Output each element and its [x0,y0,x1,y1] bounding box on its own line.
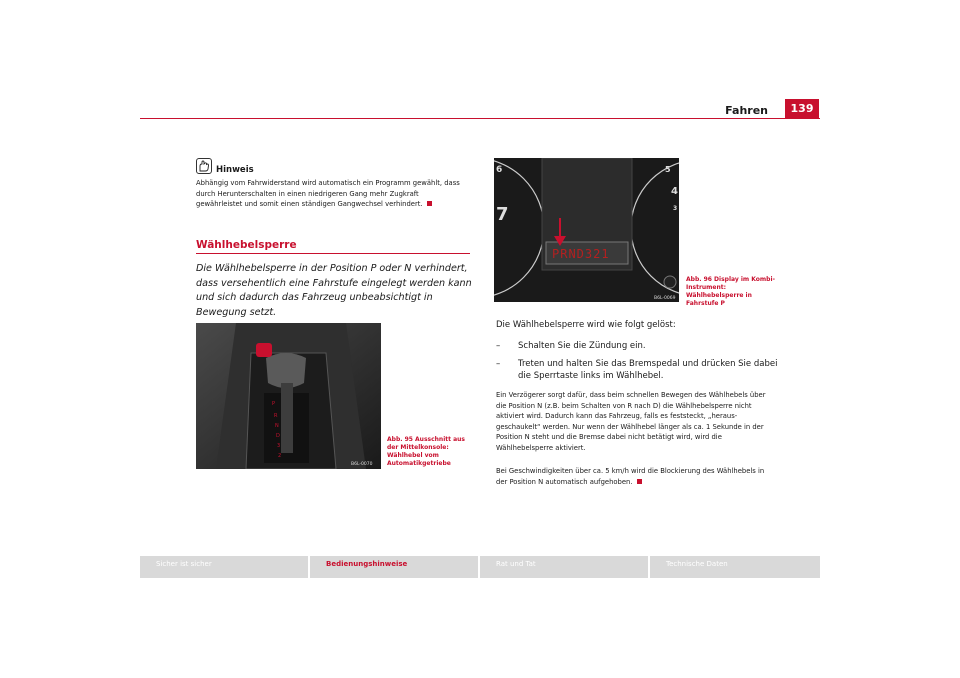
figure-code: B6L-0070 [351,462,373,467]
section-rule [196,253,470,254]
note-text: Abhängig vom Fahrwiderstand wird automatisch ein Programm gewählt, dass durch Herunterschalten in einen niedrigeren Gang mehr Zugkraft gewährleistet und somit einen ständigen Gangwechsel verhindert. [196,179,460,208]
end-marker [427,201,432,206]
end-marker [637,479,642,484]
figure-instrument-display [494,158,679,302]
gear-label-n: N [275,423,279,429]
header-rule [140,118,820,119]
step-text: Treten und halten Sie das Bremspedal und drücken Sie dabei die Sperrtaste links im Wählhebel. [518,359,778,381]
paragraph-speed: Bei Geschwindigkeiten über ca. 5 km/h wird die Blockierung des Wählhebels in der Position N automatisch aufgehoben. [496,467,765,486]
step-dash: – [496,359,501,369]
gauge-number-4: 4 [671,186,678,197]
note-icon [196,158,212,174]
procedure-step [496,340,788,354]
figure-gear-selector [196,323,381,469]
section-title: Wählhebelsperre [196,239,297,251]
procedure-intro: Die Wählhebelsperre wird wie folgt gelöst: [496,320,676,330]
gear-label-3: 3 [277,443,281,449]
footer-tab-technische-daten[interactable]: Technische Daten [650,556,820,578]
paragraph-delay: Ein Verzögerer sorgt dafür, dass beim schnellen Bewegen des Wählhebels über die Position N (z.B. beim Schalten von R nach D) die Wählhebelsperre nicht aktiviert wird. Dadurch kann das Fahrzeug, falls es feststeckt, „heraus-geschaukelt“ werden. Nur wenn der Wählhebel länger als ca. 1 Sekunde in der Position N steht und die Bremse dabei nicht betätigt wird, wird die Wählhebelsperre aktiviert. [496,391,766,452]
gear-label-p: P [272,401,276,407]
figure-96-caption: Abb. 96 Display im Kombi-Instrument: Wählhebelsperre in Fahrstufe P [686,276,776,307]
footer-tab-sicher[interactable]: Sicher ist sicher [140,556,308,578]
footer-tab-rat-und-tat[interactable]: Rat und Tat [480,556,648,578]
running-header-title: Fahren [725,104,768,117]
gauge-number-7: 7 [496,204,509,225]
procedure-step [496,358,788,384]
step-dash: – [496,341,501,351]
step-text: Schalten Sie die Zündung ein. [518,341,646,351]
gauge-number-6: 6 [496,165,503,175]
gear-label-r: R [274,413,278,419]
gear-display-text: PRND321 [552,247,610,261]
gear-label-d: D [276,433,280,439]
page-number: 139 [785,99,819,118]
gauge-number-5: 5 [665,165,671,174]
figure-95-caption: Abb. 95 Ausschnitt aus der Mittelkonsole: Wählhebel vom Automatikgetriebe [387,436,465,467]
gear-label-2: 2 [278,453,282,459]
figure-code: B6L-0069 [654,296,676,301]
footer-tab-bedienungshinweise[interactable]: Bedienungshinweise [310,556,478,578]
note-title: Hinweis [216,165,254,175]
gauge-number-3: 3 [673,205,678,212]
section-intro: Die Wählhebelsperre in der Position P oder N verhindert, dass versehentlich eine Fahrstufe eingelegt werden kann und sich dadurch das Fahrzeug unbeabsichtigt in Bewegung setzt. [196,263,472,318]
